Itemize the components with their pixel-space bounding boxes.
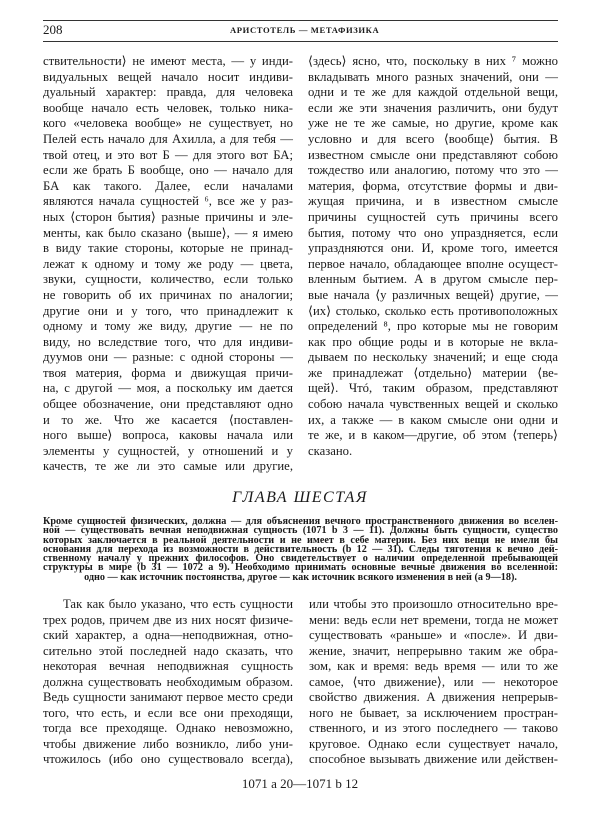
text-line: же принадлежат ⟨отдельно⟩ материи ⟨ве- bbox=[308, 365, 558, 380]
text-line: чтожилось (ибо оно существовало всегда), bbox=[43, 752, 293, 766]
text-line: Так как было указано, что есть сущности bbox=[63, 597, 293, 611]
text-line: менты, как было сказано ⟨выше⟩, — я имею bbox=[43, 225, 293, 240]
text-line: мени: ведь если нет времени, тогда не может bbox=[309, 612, 558, 627]
summary-line: структуры в мире (b 31 — 1072 a 9). Необходимо принимать основные вечные движения во вселенной: bbox=[43, 562, 558, 574]
text-line: жущая причина, и в известном смысле bbox=[308, 194, 558, 209]
text-line: ственного, и из этого последнего — таково bbox=[309, 721, 558, 735]
summary-line: одно — как источник постоянства, другое — как источник всякого изменения в ней (a 9—18). bbox=[84, 571, 517, 583]
text-line: причины сущностей суть причины всего bbox=[308, 209, 558, 224]
text-line: круговое. Однако если существует начало, bbox=[309, 736, 558, 751]
text-line: и то же. Что же касается ⟨поставлен- bbox=[43, 412, 293, 427]
text-line: ного не бывает, за исключением простран- bbox=[309, 705, 558, 720]
text-line: щей⟩. Чтó, таким образом, представляют bbox=[308, 381, 558, 396]
text-line: чтобы движение либо возникло, либо уни- bbox=[43, 736, 293, 751]
text-line: кого «человека вообще» не существует, но bbox=[43, 116, 293, 131]
text-line: известном смысле они представляют собою bbox=[308, 147, 558, 162]
chapter-title: ГЛАВА ШЕСТАЯ bbox=[232, 489, 368, 506]
text-line: Пелей есть начало для Ахилла, а для тебя — bbox=[43, 131, 293, 146]
text-line: если же эти значения различить, они будут bbox=[308, 100, 558, 115]
text-line: материя, форма, отсутствие формы и дви- bbox=[308, 178, 558, 193]
summary-line: Кроме сущностей физических, должна — для объяснения вечного пространственного движения во вселен- bbox=[43, 516, 558, 527]
text-line: должна существовать необходимым образом. bbox=[43, 674, 293, 689]
text-line: виду, но вследствие того, что для индиви- bbox=[43, 334, 293, 349]
text-line: условно и для всего ⟨вообще⟩ бытия. В bbox=[308, 131, 558, 146]
text-column-left bbox=[43, 54, 293, 475]
page-number: 208 bbox=[43, 22, 63, 37]
text-line: способное вызывать движение или действен- bbox=[309, 752, 558, 766]
text-line: вообще начало есть человек, только ника- bbox=[43, 100, 293, 115]
text-line: их, а также — в каком смысле они одни и bbox=[308, 412, 558, 427]
text-line: как про общие роды и в которые не вкла- bbox=[308, 334, 558, 349]
chapter-summary bbox=[43, 517, 558, 582]
text-line: видуальных вещей начало носит индиви- bbox=[43, 69, 293, 84]
text-line: первое начало, обладающее вполне осущест- bbox=[308, 256, 558, 271]
text-line: трех родов, причем две из них носят физиче- bbox=[43, 612, 293, 627]
text-line: Ведь сущности занимают первое место среди bbox=[43, 690, 293, 704]
text-line: те же, и в каком—другие, об этом ⟨теперь⟩ bbox=[308, 428, 558, 443]
text-line: ⟨здесь⟩ ясно, что, поскольку в них ⁷ можно bbox=[308, 54, 558, 68]
body-column-left bbox=[43, 597, 293, 768]
text-line: ский характер, а одна—неподвижная, отно- bbox=[43, 628, 293, 642]
text-line: некоторая вечная неподвижная сущность bbox=[43, 659, 293, 673]
text-line: лежат к одному и тому же роду — цвета, bbox=[43, 256, 293, 271]
text-line: зом, как и время: ведь время — или то же bbox=[309, 659, 558, 673]
summary-line: основания для перехода из возможности в действительность (b 12 — 31). Следы тяготения к вечно дей- bbox=[43, 543, 558, 555]
text-line: ⟨их⟩ столько, сколько есть противоположных bbox=[308, 303, 558, 318]
text-line: вкладывать много разных значений, они — bbox=[308, 69, 558, 84]
text-line: не говорить об их причинах по аналогии; bbox=[43, 287, 293, 302]
header-rule-bottom bbox=[43, 41, 558, 42]
text-line: дуумов они — разные: с одной стороны — bbox=[43, 350, 293, 365]
text-line: вые начала ⟨у различных вещей⟩ другие, — bbox=[308, 287, 558, 302]
text-line: одному и тому же виду, другие — не по bbox=[43, 319, 293, 334]
header-rule-top bbox=[43, 20, 558, 21]
text-line: качеств, те же ли это самые или другие, bbox=[43, 459, 293, 474]
text-line: или чтобы это произошло относительно вре- bbox=[309, 597, 558, 611]
summary-line: ственному началу у прежних философов. Оно свидетельствует о наличии определенной пребывающей bbox=[43, 553, 558, 565]
text-line: ного выше⟩ вопроса, каковы начала или bbox=[43, 428, 293, 443]
text-line: тождество или аналогию, потому что это — bbox=[308, 163, 558, 178]
text-line: твоя материя, форма и движущая причи- bbox=[43, 365, 293, 380]
text-line: если же брать Б вообще, оно — начало для bbox=[43, 163, 293, 178]
text-line: собою начала чувственных вещей и сколько bbox=[308, 397, 558, 412]
text-line: уже не те же самые, но другие, кроме как bbox=[308, 116, 558, 131]
text-line: в виду такие стороны, которые не принад- bbox=[43, 241, 293, 256]
text-line: звуки, сущности, количество, если только bbox=[43, 272, 293, 287]
text-line: дываем по нескольку значений; и еще сюда bbox=[308, 350, 558, 365]
running-head: АРИСТОТЕЛЬ — МЕТАФИЗИКА bbox=[230, 25, 380, 35]
text-line: сительно этой последней надо сказать, что bbox=[43, 643, 293, 658]
text-line: другие они и у того, что принадлежит к bbox=[43, 303, 293, 318]
text-line: БА как такого. Далее, если началами bbox=[43, 178, 293, 193]
text-line: ных ⟨сторон бытия⟩ разные причины и эле- bbox=[43, 209, 293, 224]
text-line: тогда все преходяще. Однако невозможно, bbox=[43, 721, 293, 735]
bekker-reference: 1071 a 20—1071 b 12 bbox=[241, 776, 359, 791]
text-column-right bbox=[308, 54, 558, 459]
text-line: вленным бытием. А в другом смысле пер- bbox=[308, 272, 558, 287]
text-line: того, что есть, и если все они преходящи, bbox=[43, 705, 293, 720]
text-line: ствительности⟩ не имеют места, — у инди- bbox=[43, 54, 293, 68]
text-line: существовать «раньше» и «после». И дви- bbox=[309, 628, 558, 642]
text-line: дуальный характер: правда, для человека bbox=[43, 85, 293, 100]
text-line: свойство движения. А движения непрерыв- bbox=[309, 690, 558, 704]
text-line: элементы у сущностей, у отношений и у bbox=[43, 443, 293, 458]
text-line: определений ⁸, про которые мы не говорим bbox=[308, 319, 558, 334]
summary-line: ной — существовать вечная неподвижная сущность (1071 b 3 — 11). Должны быть сущности, существо bbox=[43, 525, 558, 537]
text-line: общее обозначение, они представляют одно bbox=[43, 397, 293, 412]
text-line: одни и те же для каждой отдельной вещи, bbox=[308, 85, 558, 100]
text-line: самое, ⟨что движение⟩, или — некоторое bbox=[309, 674, 558, 689]
body-column-right bbox=[309, 597, 558, 768]
text-line: на, с другой — моя, а поскольку им дается bbox=[43, 381, 293, 396]
text-line: жение, значит, непрерывно таким же обра- bbox=[309, 643, 558, 658]
text-line: бытия, потому что оно упраздняется, если bbox=[308, 225, 558, 240]
text-line: упраздняются они. И, кроме того, имеется bbox=[308, 241, 558, 256]
summary-line: которых заключается в реальной деятельности и не имеет в себе материи. Без них вещи не имели бы bbox=[43, 534, 558, 546]
text-line: твой отец, и это вот Б — для этого вот БА; bbox=[43, 147, 293, 162]
text-line: являются начала сущностей ⁶, все же у раз- bbox=[43, 194, 293, 209]
text-line: сказано. bbox=[308, 443, 353, 458]
